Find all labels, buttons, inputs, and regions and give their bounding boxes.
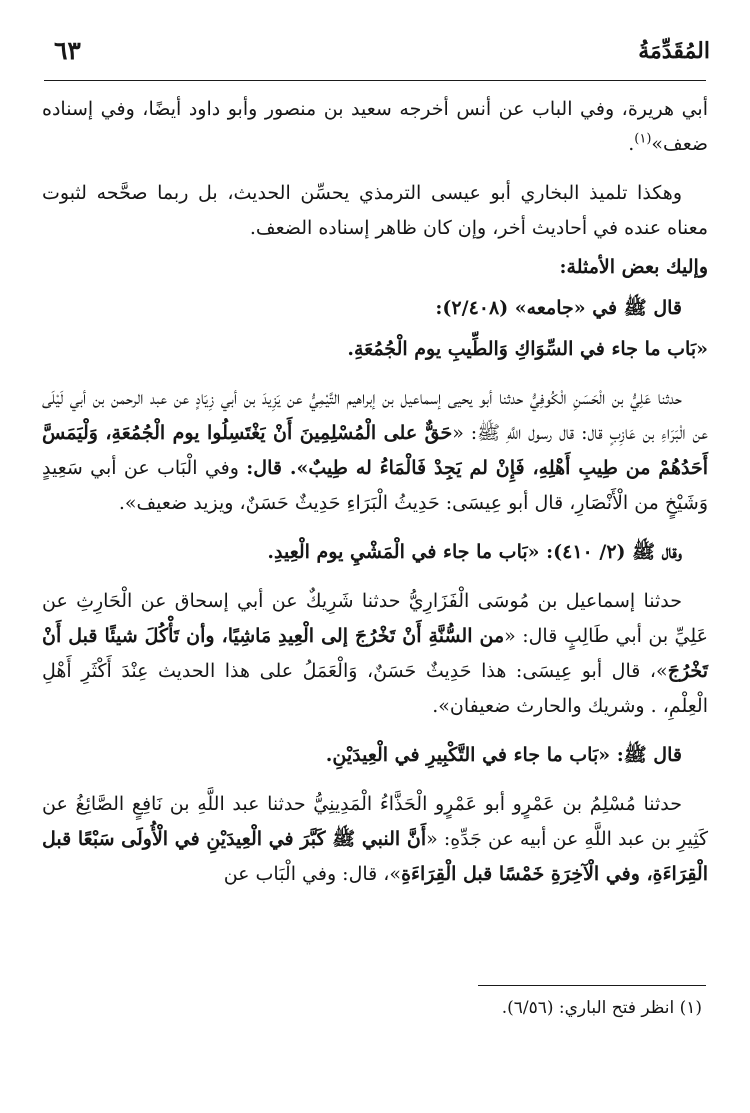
example-1-title: «بَاب ما جاء في السِّوَاكِ وَالطِّيبِ يوم الْجُمُعَةِ.: [347, 338, 708, 360]
footnote-rule: [478, 985, 706, 986]
example-1-hadith: حَقٌّ على الْمُسْلِمِينَ أَنْ يَغْتَسِلُوا يوم الْجُمُعَةِ، وَلْيَمَسَّ أَحَدُهُمْ من طِيبِ أَهْلِهِ، فَإِنْ لم يَجِدْ فَالْمَاءُ له طِيبٌ: [42, 422, 709, 479]
page-number: ٦٣: [54, 36, 81, 65]
footnote-ref: (١): [634, 131, 652, 147]
footnote: (١) انظر فتح الباري: (٦/٥٦).: [501, 998, 702, 1018]
paragraph-1: أبي هريرة، وفي الباب عن أنس أخرجه سعيد بن منصور وأبو داود أيضًا، وفي إسناده ضعف»$^{(١)}$.: [42, 98, 708, 155]
main-text: [42, 92, 708, 906]
example-3-text: حدثنا مُسْلِمُ بن عَمْرٍو أبو عَمْرٍو الْحَذَّاءُ الْمَدِينِيُّ حدثنا عبد اللَّهِ بن نَافِعٍ الصَّائِغُ عن كَثِيرِ بن عبد اللَّهِ عن أبيه عن جَدِّهِ: «أَنَّ النبي ﷺ كَبَّرَ في الْعِيدَيْنِ في الْأُولَى سَبْعًا قبل الْقِرَاءَةِ، وفي الْآخِرَةِ خَمْسًا قبل الْقِرَاءَةِ»، قال: وفي الْبَاب عن: [42, 793, 709, 885]
example-3-hadith: أَنَّ النبي ﷺ كَبَّرَ في الْعِيدَيْنِ في الْأُولَى سَبْعًا قبل الْقِرَاءَةِ، وفي الْآخِرَةِ خَمْسًا قبل الْقِرَاءَةِ: [42, 828, 708, 885]
example-1-intro: قال ﷺ في «جامعه» (٢/٤٠٨):: [435, 297, 682, 319]
page-header: [40, 38, 710, 78]
examples-heading: وإليك بعض الأمثلة:: [559, 256, 708, 278]
paragraph-2: وهكذا تلميذ البخاري أبو عيسى الترمذي يحسِّن الحديث، بل ربما صحَّحه لثبوت معناه عنده في أحاديث أخر، وإن كان ظاهر إسناده الضعف.: [42, 182, 708, 239]
header-rule: [44, 80, 706, 81]
example-2-hadith: من السُّنَّةِ أَنْ تَخْرُجَ إلى الْعِيدِ مَاشِيًا، وأن تَأْكُلَ شيئًا قبل أَنْ تَخْرُجَ: [42, 625, 708, 682]
example-3-intro: قال ﷺ: «بَاب ما جاء في التَّكْبِيرِ في الْعِيدَيْنِ.: [325, 744, 682, 766]
example-1-text: حدثنا عَلِيُّ بن الْحَسَنِ الْكُوفِيُّ حدثنا أبو يحيى إسماعيل بن إبراهيم التَّيْمِيُّ عن يَزِيدَ بن أبي زِيَادٍ عن عبد الرحمن بن أبي لَيْلَى عن الْبَرَاءِ بن عَازِبٍ قال: قال رسول اللَّهِ ﷺ: «حَقٌّ على الْمُسْلِمِينَ أَنْ يَغْتَسِلُوا يوم الْجُمُعَةِ، وَلْيَمَسَّ أَحَدُهُمْ من طِيبِ أَهْلِهِ، فَإِنْ لم يَجِدْ فَالْمَاءُ له طِيبٌ». قال: وفي الْبَاب عن أبي سَعِيدٍ وَشَيْخٍ من الْأَنْصَارِ، قال أبو عِيسَى: حَدِيثُ الْبَرَاءِ حَدِيثٌ حَسَنٌ، ويزيد ضعيف».: [42, 387, 709, 514]
example-2-intro: وقال ﷺ (٢/ ٤١٠): «بَاب ما جاء في الْمَشْيِ يوم الْعِيدِ.: [267, 541, 682, 563]
running-title: المُقَدِّمَةُ: [638, 38, 710, 64]
example-2-text: حدثنا إسماعيل بن مُوسَى الْفَزَارِيُّ حدثنا شَرِيكٌ عن أبي إسحاق عن الْحَارِثِ عن عَلِيِّ بن أبي طَالِبٍ قال: «من السُّنَّةِ أَنْ تَخْرُجَ إلى الْعِيدِ مَاشِيًا، وأن تَأْكُلَ شيئًا قبل أَنْ تَخْرُجَ»، قال أبو عِيسَى: هذا حَدِيثٌ حَسَنٌ، وَالْعَمَلُ على هذا الحديث عِنْدَ أَكْثَرِ أَهْلِ الْعِلْمِ، . وشريك والحارث ضعيفان».: [42, 590, 709, 717]
